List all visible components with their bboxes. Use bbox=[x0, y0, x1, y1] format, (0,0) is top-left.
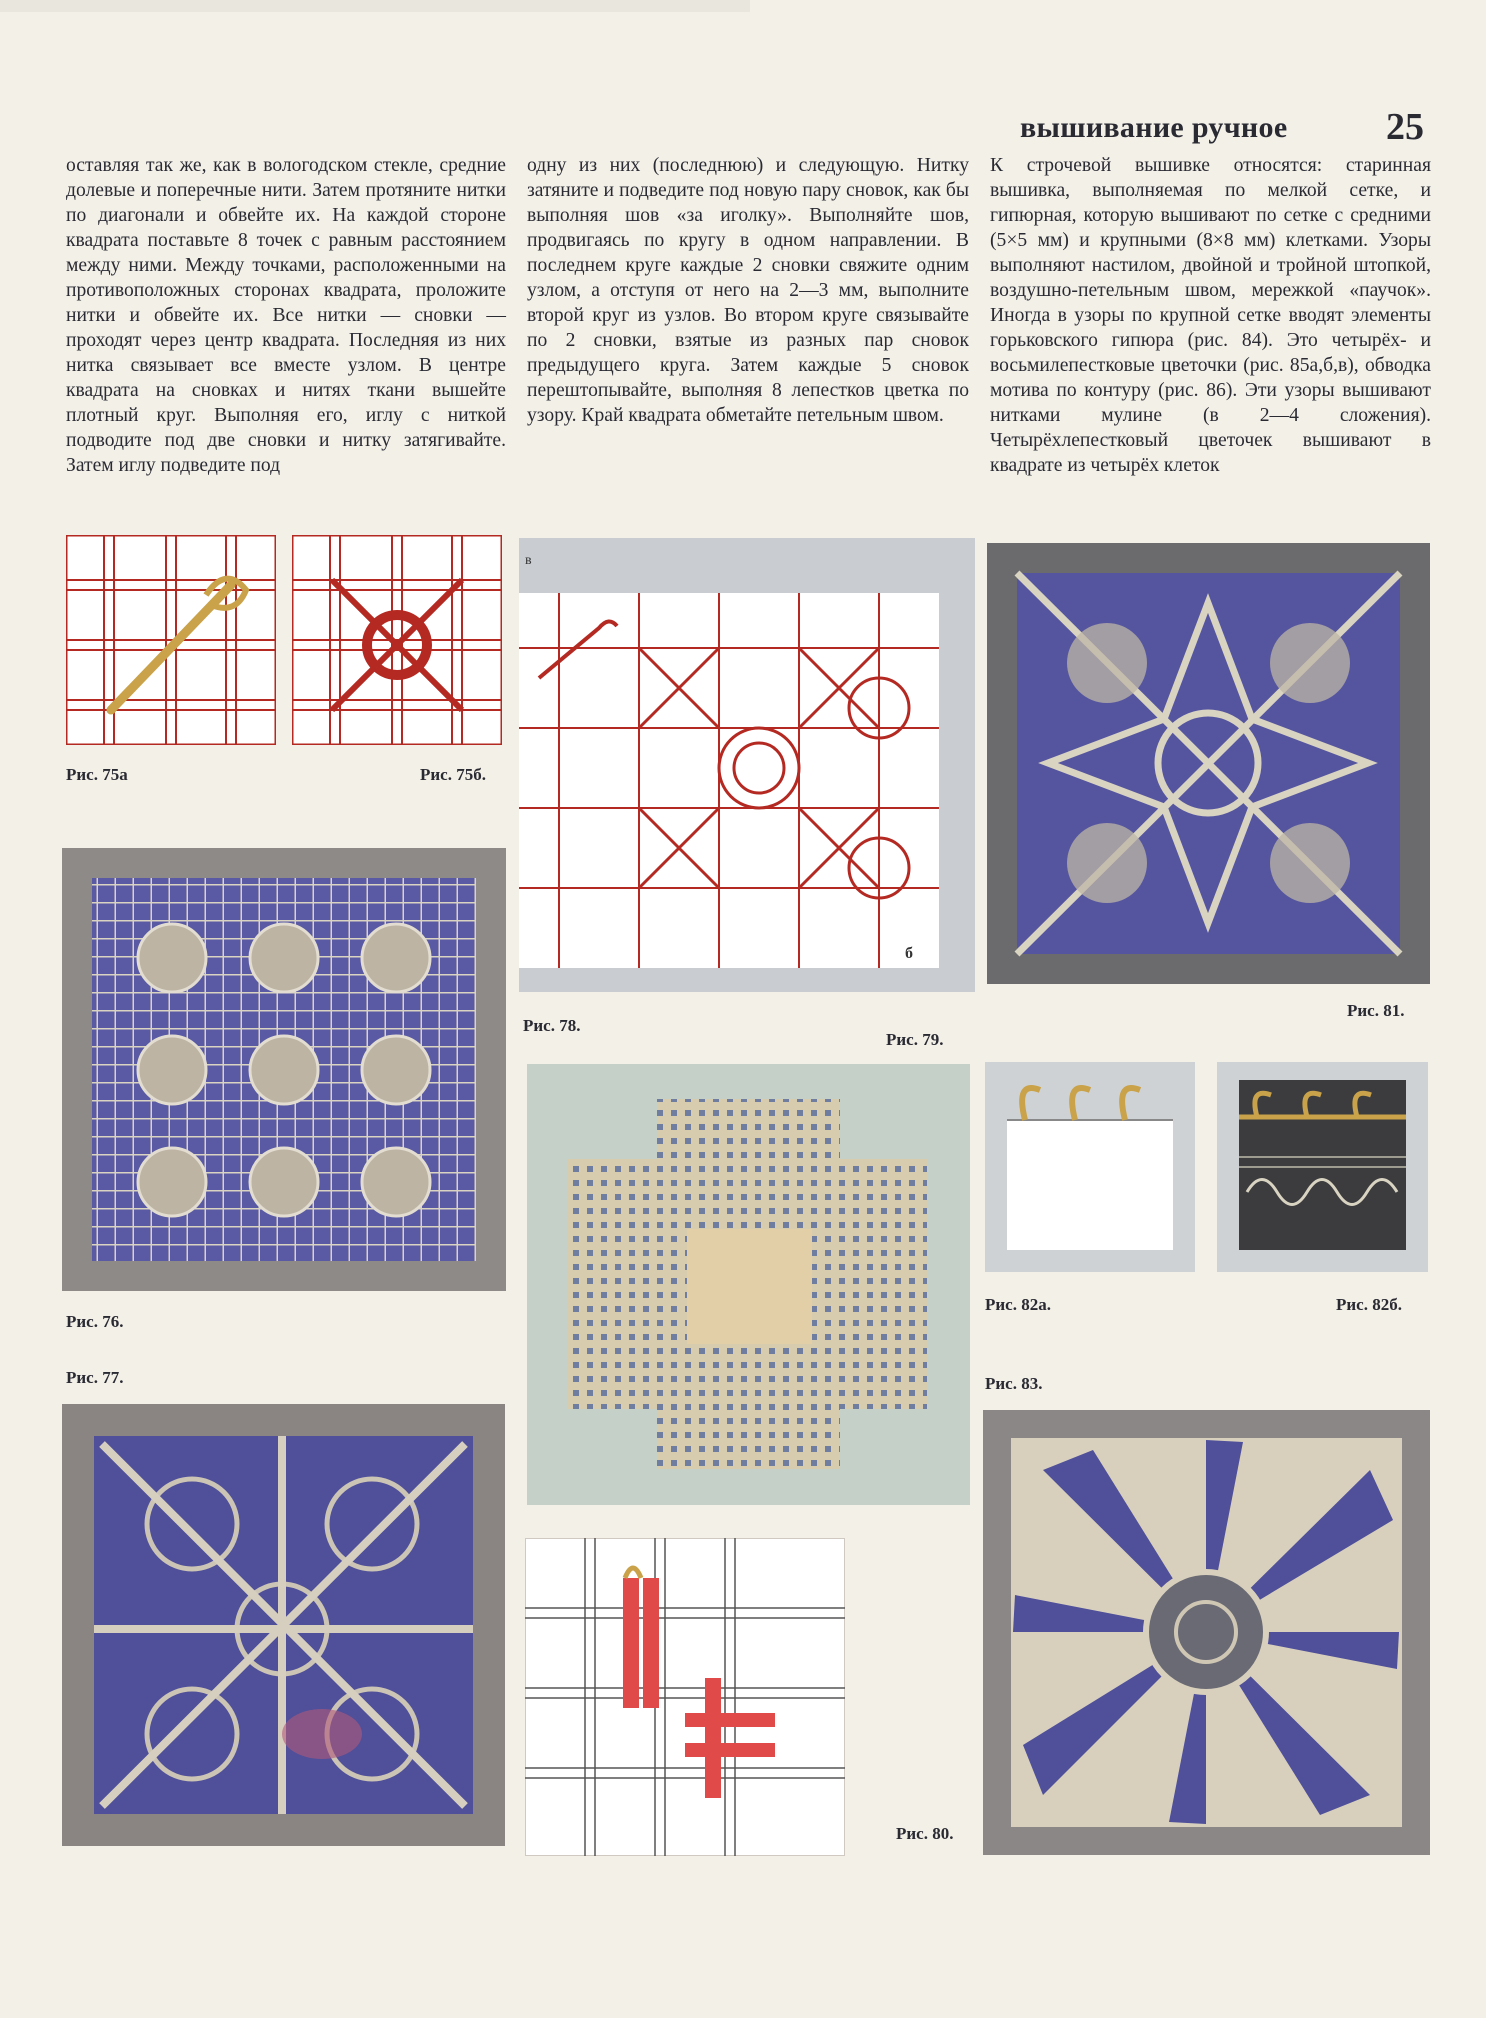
scan-edge-strip bbox=[0, 0, 750, 12]
figure-77-lace-square bbox=[62, 1404, 505, 1846]
caption-fig78: Рис. 78. bbox=[523, 1016, 581, 1035]
caption-fig82b: Рис. 82б. bbox=[1336, 1295, 1402, 1314]
caption-fig81: Рис. 81. bbox=[1347, 1001, 1405, 1020]
text-column-right bbox=[990, 153, 1431, 478]
caption-fig83: Рис. 83. bbox=[985, 1374, 1043, 1393]
figure-80-darning-diagram bbox=[525, 1538, 845, 1856]
caption-fig76: Рис. 76. bbox=[66, 1312, 124, 1331]
paragraph: оставляя так же, как в вологодском стекле, средние долевые и поперечные нити. Затем протяните нитки по диагонали и обвейте их. На каждой стороне квадрата поставьте 8 точек с равным расстоянием между ними. Между точками, расположенными на противоположных сторонах квадрата, проложите нитки и обвейте их. Все нитки — сновки — проходят через центр квадрата. Последняя из них нитка связывает все вместе узлом. В центре квадрата на сновках и нитях ткани вышейте плотный круг. Выполняя его, иглу с ниткой подводите под две сновки и нитку затягивайте. Затем иглу подведите под bbox=[66, 155, 506, 476]
paragraph: К строчевой вышивке относятся: старинная вышивка, выполняемая по мелкой сетке, и гипюрная, которую вышивают по сетке с средними (5×5 мм) и крупными (8×8 мм) клетками. Узоры выполняют настилом, двойной и тройной штопкой, воздушно-петельным швом, мережкой «паучок». Иногда в узоры по крупной сетке вводят элементы горьковского гипюра (рис. 84). Это четырёх- и восьмилепестковые цветочки (рис. 85а,б,в), обводка мотива по контуру (рис. 86). Эти узоры вышивают нитками мулине (в 2—4 сложения). Четырёхлепестковый цветочек вышивают в квадрате из четырёх клеток bbox=[990, 155, 1431, 476]
section-title: вышивание ручное bbox=[1020, 111, 1288, 144]
text-column-left bbox=[66, 153, 506, 478]
figure-83-flower-lace bbox=[983, 1410, 1430, 1855]
figure-82b bbox=[1217, 1062, 1428, 1272]
paragraph: одну из них (последнюю) и следующую. Нитку затяните и подведите под новую пару сновок, как бы выполняя шов «за иголку». Выполняйте шов, продвигаясь по кругу в одном направлении. В последнем круге каждые 2 сновки свяжите одним узлом, а отступя от него на 2—3 мм, выполните второй круг из узлов. Во втором круге связывайте по 2 сновки, взятые из разных пар сновок предыдущего круга. Затем каждые 5 сновок перештопывайте, выполняя 8 лепестков цветка по узору. Край квадрата обметайте петельным швом. bbox=[527, 155, 969, 426]
caption-fig75b: Рис. 75б. bbox=[420, 765, 486, 784]
figure-lace-cross-pattern bbox=[527, 1064, 970, 1505]
caption-fig80: Рис. 80. bbox=[896, 1824, 954, 1843]
figure-76-lace-square bbox=[62, 848, 506, 1291]
text-column-middle bbox=[527, 153, 969, 428]
caption-fig75a: Рис. 75а bbox=[66, 765, 128, 784]
figure-75a bbox=[66, 535, 276, 745]
fig79-letter: б bbox=[905, 945, 913, 962]
figure-82a bbox=[985, 1062, 1195, 1272]
caption-fig82a: Рис. 82а. bbox=[985, 1295, 1051, 1314]
figure-81-star-lace bbox=[987, 543, 1430, 984]
figure-75b bbox=[292, 535, 502, 745]
caption-fig77: Рис. 77. bbox=[66, 1368, 124, 1387]
caption-fig79: Рис. 79. bbox=[886, 1030, 944, 1049]
fig78-letter: в bbox=[525, 553, 532, 568]
page-number: 25 bbox=[1386, 106, 1424, 148]
figure-78-79-diagram bbox=[519, 538, 975, 992]
